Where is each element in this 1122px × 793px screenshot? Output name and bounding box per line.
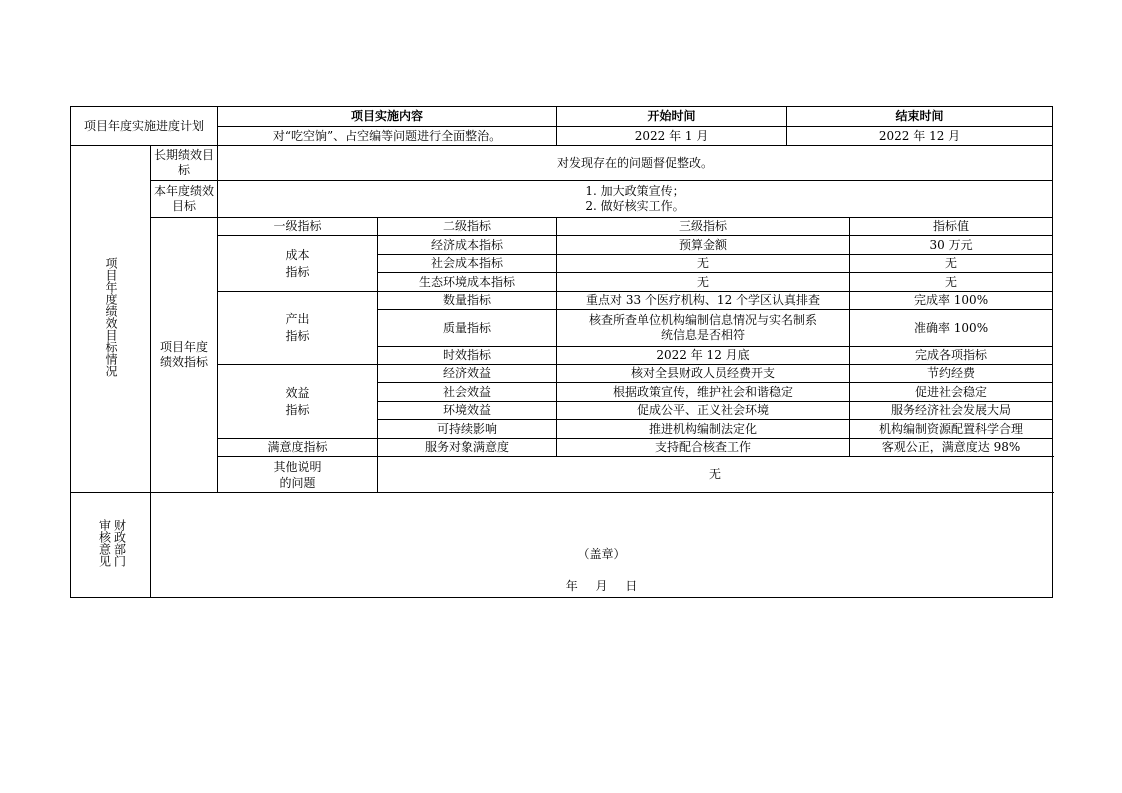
table-cell: 无 [557, 273, 850, 292]
table-cell: 服务对象满意度 [378, 439, 557, 457]
table-cell: 核对全县财政人员经费开支 [557, 365, 850, 383]
benefit-label-text: 效益指标 [285, 385, 310, 417]
indicator-label-text: 项目年度绩效指标 [160, 340, 209, 369]
table-cell: 2022 年 12 月底 [557, 347, 850, 365]
schedule-header-end: 结束时间 [787, 107, 1053, 127]
table-cell: 无 [850, 255, 1053, 273]
table-cell: 社会成本指标 [378, 255, 557, 273]
table-cell: 数量指标 [378, 292, 557, 310]
schedule-content: 对“吃空饷”、占空编等问题进行全面整治。 [218, 127, 557, 146]
table-cell: 客观公正，满意度达 98% [850, 439, 1053, 457]
review-label-col1: 财政部门 [112, 519, 127, 567]
table-cell: 无 [557, 255, 850, 273]
long-term-text: 对发现存在的问题督促整改。 [218, 146, 1053, 181]
indicator-header-level2: 二级指标 [378, 218, 557, 236]
date-text: 年 月 日 [565, 579, 638, 593]
benefit-label [218, 365, 378, 439]
performance-target-table [70, 106, 1053, 598]
long-term-label: 长期绩效目标 [151, 146, 218, 181]
schedule-header-start: 开始时间 [557, 107, 787, 127]
table-cell: 时效指标 [378, 347, 557, 365]
satisfaction-label: 满意度指标 [218, 439, 378, 457]
table-cell: 根据政策宣传，维护社会和谐稳定 [557, 383, 850, 402]
table-cell: 支持配合核查工作 [557, 439, 850, 457]
table-cell: 经济效益 [378, 365, 557, 383]
table-cell: 社会效益 [378, 383, 557, 402]
output-label [218, 292, 378, 365]
table-cell: 可持续影响 [378, 420, 557, 439]
table-cell [557, 310, 850, 347]
table-cell: 促进社会稳定 [850, 383, 1053, 402]
cost-label [218, 236, 378, 292]
table-cell: 服务经济社会发展大局 [850, 402, 1053, 420]
indicator-header-value: 指标值 [850, 218, 1053, 236]
table-cell: 促成公平、正义社会环境 [557, 402, 850, 420]
annual-line-2: 2. 做好核实工作。 [585, 199, 685, 213]
table-cell: 推进机构编制法定化 [557, 420, 850, 439]
goals-section-label-text: 项目年度绩效目标情况 [104, 257, 118, 377]
table-cell: 机构编制资源配置科学合理 [850, 420, 1053, 439]
table-cell: 质量指标 [378, 310, 557, 347]
cost-label-text: 成本指标 [285, 247, 310, 279]
annual-label: 本年度绩效目标 [151, 181, 218, 218]
output-label-text: 产出指标 [285, 312, 310, 343]
review-label-col2: 审核意见 [97, 519, 112, 567]
indicator-header-level1: 一级指标 [218, 218, 378, 236]
table-cell: 准确率 100% [850, 310, 1053, 347]
seal-text: （盖章） [577, 547, 626, 561]
schedule-end: 2022 年 12 月 [787, 127, 1053, 146]
review-sign-area [151, 493, 1053, 598]
table-cell: 经济成本指标 [378, 236, 557, 255]
annual-line-1: 1. 加大政策宣传； [585, 184, 685, 198]
other-value: 无 [378, 457, 1053, 493]
table-cell: 完成率 100% [850, 292, 1053, 310]
indicator-label [151, 218, 218, 493]
table-cell: 30 万元 [850, 236, 1053, 255]
table-cell-text: 核查所查单位机构编制信息情况与实名制系统信息是否相符 [589, 313, 818, 342]
other-label [218, 457, 378, 493]
table-cell: 无 [850, 273, 1053, 292]
table-cell: 重点对 33 个医疗机构、12 个学区认真排查 [557, 292, 850, 310]
goals-section-label [71, 146, 151, 493]
review-label [71, 493, 151, 598]
table-cell: 节约经费 [850, 365, 1053, 383]
table-cell: 预算金额 [557, 236, 850, 255]
schedule-label: 项目年度实施进度计划 [71, 107, 218, 146]
schedule-header-content: 项目实施内容 [218, 107, 557, 127]
table-cell: 完成各项指标 [850, 347, 1053, 365]
table-cell: 环境效益 [378, 402, 557, 420]
schedule-start: 2022 年 1 月 [557, 127, 787, 146]
other-label-text: 其他说明的问题 [273, 459, 322, 490]
table-cell: 生态环境成本指标 [378, 273, 557, 292]
annual-text [218, 181, 1053, 218]
indicator-header-level3: 三级指标 [557, 218, 850, 236]
